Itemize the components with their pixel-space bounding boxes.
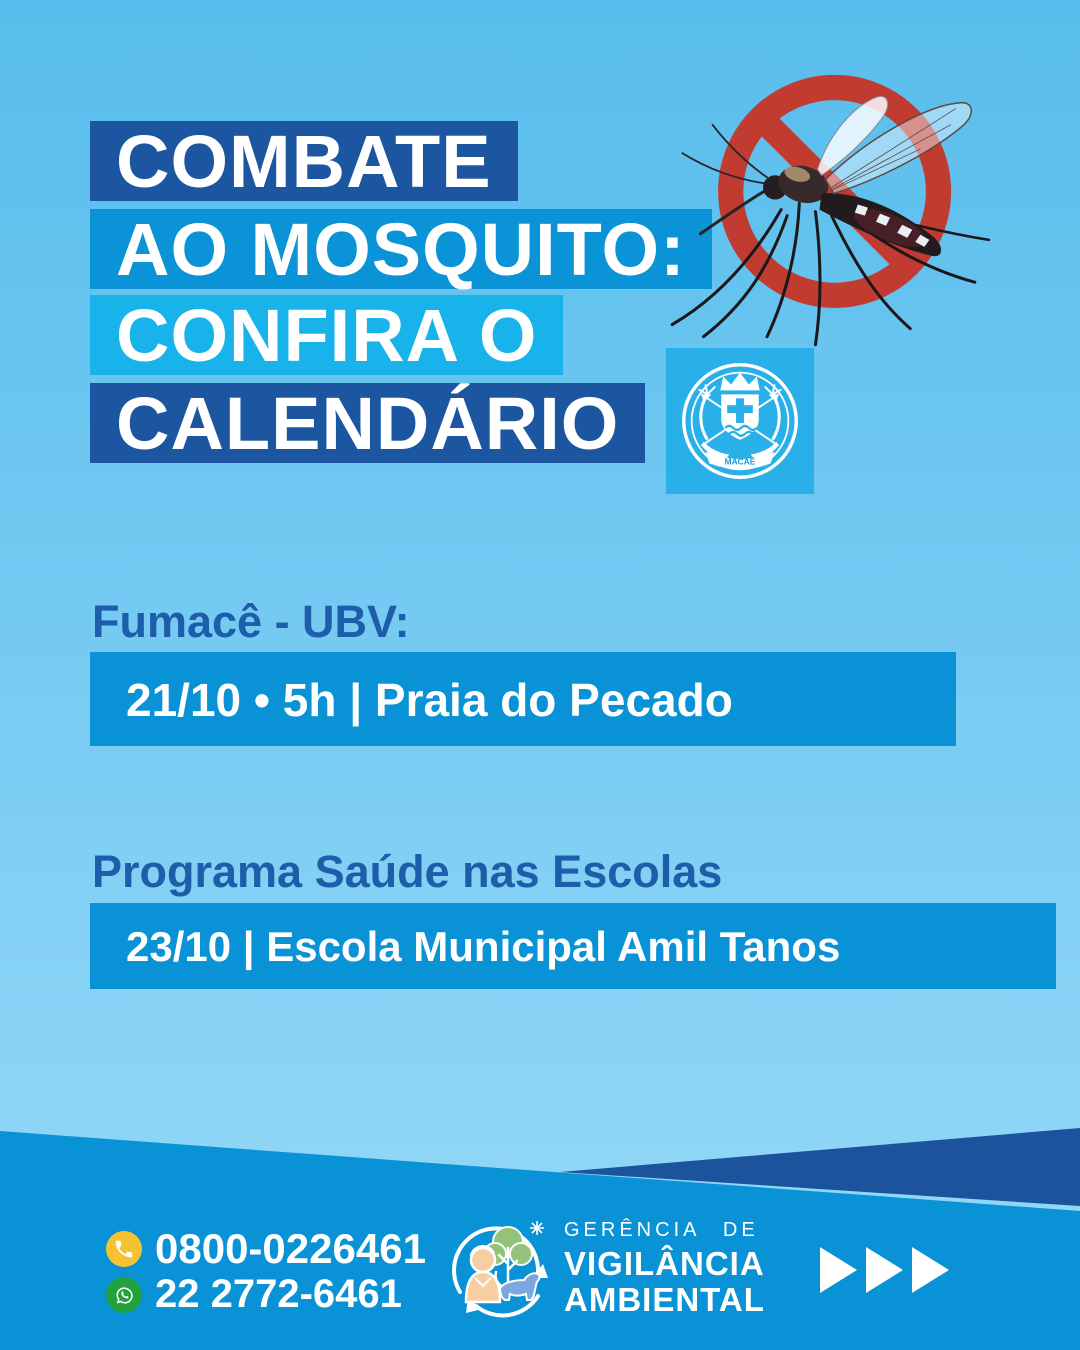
whatsapp-number: 22 2772-6461	[155, 1272, 402, 1316]
agency-line-vigilancia: VIGILÂNCIA	[564, 1245, 765, 1282]
agency-line-ambiental: AMBIENTAL	[564, 1281, 765, 1318]
title-line-ao-mosquito: AO MOSQUITO:	[90, 209, 712, 289]
chevron-right-icon	[866, 1247, 903, 1293]
phone-number: 0800-0226461	[155, 1225, 426, 1272]
section-heading-escolas: Programa Saúde nas Escolas	[92, 846, 723, 897]
event-bar-escolas: 23/10 | Escola Municipal Amil Tanos	[90, 903, 1056, 989]
triple-chevron-right-icon	[820, 1247, 949, 1293]
chevron-right-icon	[912, 1247, 949, 1293]
chevron-right-icon	[820, 1247, 857, 1293]
environmental-surveillance-logo-icon	[444, 1206, 560, 1324]
macae-city-logo	[666, 348, 814, 494]
event-bar-fumace: 21/10 • 5h | Praia do Pecado	[90, 652, 956, 746]
agency-line-gerencia-de: GERÊNCIA DE	[564, 1219, 759, 1241]
section-heading-fumace: Fumacê - UBV:	[92, 596, 410, 647]
title-line-calendario: CALENDÁRIO	[90, 383, 645, 463]
no-mosquito-icon	[648, 40, 996, 358]
whatsapp-row	[106, 1272, 402, 1317]
agency-name	[564, 1219, 765, 1317]
phone-row	[106, 1225, 426, 1273]
title-line-combate: COMBATE	[90, 121, 518, 201]
macae-coat-of-arms-icon	[666, 348, 814, 494]
whatsapp-icon	[106, 1277, 142, 1313]
phone-icon	[106, 1231, 142, 1267]
title-line-confira-o: CONFIRA O	[90, 295, 563, 375]
city-name-label: MACAÉ	[724, 456, 756, 467]
